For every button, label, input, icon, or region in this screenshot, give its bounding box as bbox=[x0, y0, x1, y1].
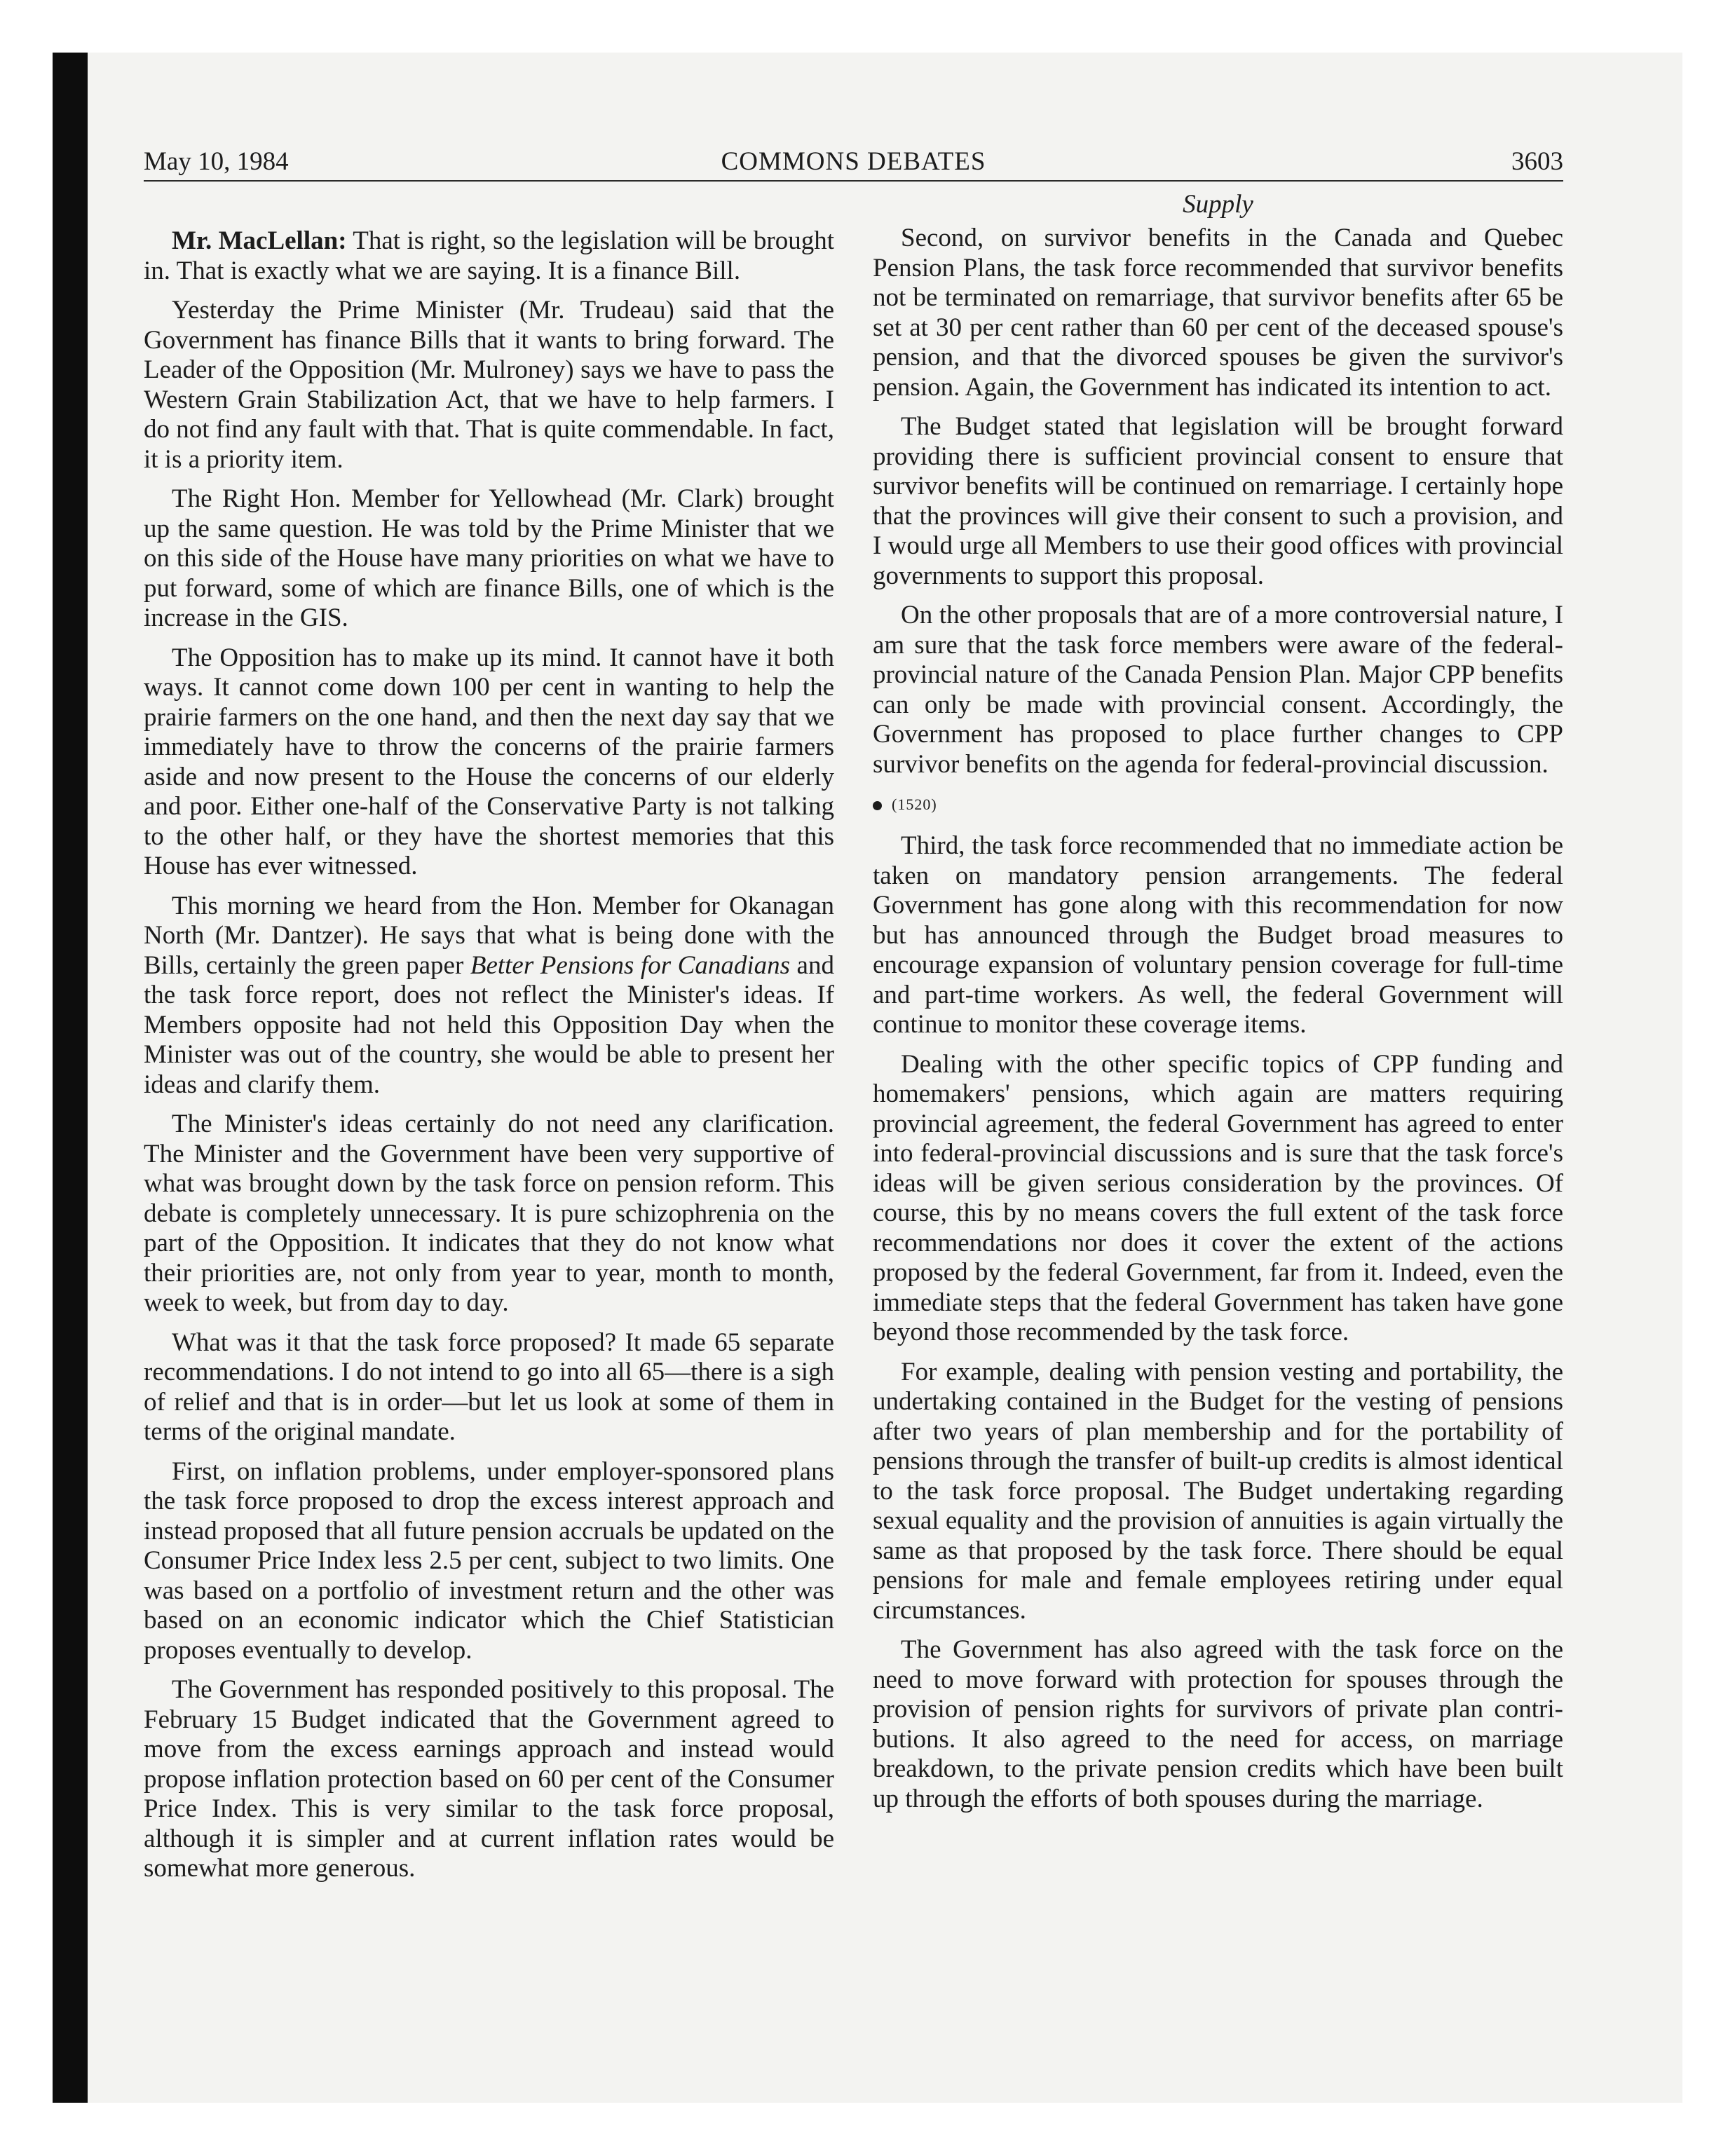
document-title: Better Pensions for Canadians bbox=[470, 950, 791, 980]
section-heading: Supply bbox=[1183, 190, 1253, 219]
time-marker-label: (1520) bbox=[892, 796, 937, 813]
paragraph: Second, on survivor benefits in the Canada and Quebec Pension Plans, the task force recommended that survivor benefits not be terminated on remarriage, that survivor benefits after 65 be set at 30 per cent rather than 60 per cent of the deceased spouse's pension, and that the divorced spouses be given the survivor's pension. Again, the Government has indicated its intention to act. bbox=[873, 224, 1563, 402]
paragraph: For example, dealing with pension vesting and portability, the undertaking contained in the Budget for the vesting of pensions after two years of plan membership and for the portability of pensions through the transfer of built-up credits is almost identical to the task force proposal. The Budget undertaking regarding sexual equality and the provision of annuities is again virtually the same as that proposed by the task force. There should be equal pensions for male and female employees retiring under equal circumstances. bbox=[873, 1357, 1563, 1625]
header-publication-title: COMMONS DEBATES bbox=[721, 147, 986, 176]
left-column bbox=[144, 226, 834, 1894]
paragraph bbox=[144, 892, 834, 1100]
paragraph: Third, the task force recommended that no immediate action be taken on mandatory pension arrangements. The federal Government has gone along with this recommendation for now but has announced through the Budget broad measures to encourage expansion of voluntary pension coverage for full-time and part-time workers. As well, the federal Government will continue to monitor these coverage items. bbox=[873, 831, 1563, 1039]
running-header bbox=[144, 144, 1563, 182]
paragraph: The Opposition has to make up its mind. It cannot have it both ways. It cannot come down 100 per cent in wanting to help the prairie farmers on the one hand, and then the next day say that we immediately have to throw the concerns of the prairie farmers aside and now present to the House the concerns of our elderly and poor. Either one-half of the Conservative Party is not talking to the other half, or they have the shortest memories that this House has ever witnessed. bbox=[144, 643, 834, 880]
paragraph: Dealing with the other specific topics of CPP funding and homemakers' pensions, which again are matters requiring provincial agreement, the federal Government has agreed to enter into federal-provincial discussions and is sure that the task force's ideas will be given serious consideration by the provinces. Of course, this by no means covers the full extent of the task force recommendations nor does it cover the extent of the actions proposed by the federal Government, far from it. Indeed, even the immediate steps that the federal Government has taken have gone beyond those recommended by the task force. bbox=[873, 1049, 1563, 1346]
scan-binding-edge bbox=[53, 53, 88, 2103]
paragraph-text: and the task force report, does not reflect the Minister's ideas. If Members opposite had not held this Opposition Day when the Minister was out of the country, she would be able to present her ideas and clarify them. bbox=[144, 950, 834, 1099]
header-page-number: 3603 bbox=[1511, 147, 1563, 176]
paragraph: The Right Hon. Member for Yellowhead (Mr. Clark) brought up the same question. He was told by the Prime Minister that we on this side of the House have many priorities on what we have to put forward, some of which are finance Bills, one of which is the increase in the GIS. bbox=[144, 484, 834, 632]
speaker-name: Mr. MacLellan: bbox=[172, 226, 347, 255]
document-page bbox=[144, 144, 1563, 1883]
paragraph: The Government has responded positively to this proposal. The February 15 Budget indicated that the Government agreed to move from the excess earnings approach and instead would propose inflation protection based on 60 per cent of the Consumer Price Index. This is very similar to the task force proposal, although it is simpler and at current inflation rates would be somewhat more generous. bbox=[144, 1675, 834, 1883]
paragraph-text: This morning we heard from the Hon. Member for Okanagan North (Mr. Dantzer). He says that what is being done with the Bills, certainly the green paper bbox=[144, 891, 834, 980]
paragraph: On the other proposals that are of a more controversial nature, I am sure that the task force members were aware of the federal-provincial nature of the Canada Pension Plan. Major CPP benefits can only be made with provincial consent. Accordingly, the Government has proposed to place further changes to CPP survivor benefits on the agenda for federal-provincial discussion. bbox=[873, 601, 1563, 779]
paragraph: First, on inflation problems, under employer-sponsored plans the task force proposed to drop the excess interest approach and instead proposed that all future pension accruals be updated on the Consumer Price Index less 2.5 per cent, subject to two limits. One was based on a portfolio of investment return and the other was based on an economic indicator which the Chief Statistician proposes eventually to develop. bbox=[144, 1456, 834, 1665]
paragraph bbox=[144, 226, 834, 286]
paragraph: What was it that the task force proposed? It made 65 separate recommendations. I do not intend to go into all 65—there is a sigh of relief and that is in order—but let us look at some of them in terms of the original mandate. bbox=[144, 1328, 834, 1446]
header-date: May 10, 1984 bbox=[144, 147, 289, 176]
paragraph: Yesterday the Prime Minister (Mr. Trudeau) said that the Government has finance Bills that it wants to bring forward. The Leader of the Opposition (Mr. Mulroney) says we have to pass the Western Grain Stabilization Act, that we have to help farmers. I do not find any fault with that. That is quite commendable. In fact, it is a priority item. bbox=[144, 296, 834, 474]
paragraph: The Government has also agreed with the task force on the need to move forward with protection for spouses through the provision of pension rights for survivors of private plan contributions. It also agreed to the need for access, on marriage breakdown, to the private pension credits which have been built up through the efforts of both spouses during the marriage. bbox=[873, 1635, 1563, 1813]
time-marker bbox=[873, 791, 1563, 819]
speech-text: That is right, so the legislation will be brought in. That is exactly what we are saying. It is a finance Bill. bbox=[144, 226, 834, 285]
bullet-icon bbox=[873, 801, 882, 810]
paragraph: The Minister's ideas certainly do not need any clarification. The Minister and the Government have been very supportive of what was brought down by the task force on pension reform. This debate is completely unnecessary. It is pure schizophrenia on the part of the Opposition. It indicates that they do not know what their priorities are, not only from year to year, month to month, week to week, but from day to day. bbox=[144, 1110, 834, 1317]
paragraph: The Budget stated that legislation will be brought forward providing there is sufficient provincial consent to ensure that survivor benefits will be continued on remarriage. I certainly hope that the provinces will give their consent to such a provision, and I would urge all Members to use their good offices with provincial governments to support this proposal. bbox=[873, 412, 1563, 590]
right-column bbox=[873, 187, 1563, 1824]
